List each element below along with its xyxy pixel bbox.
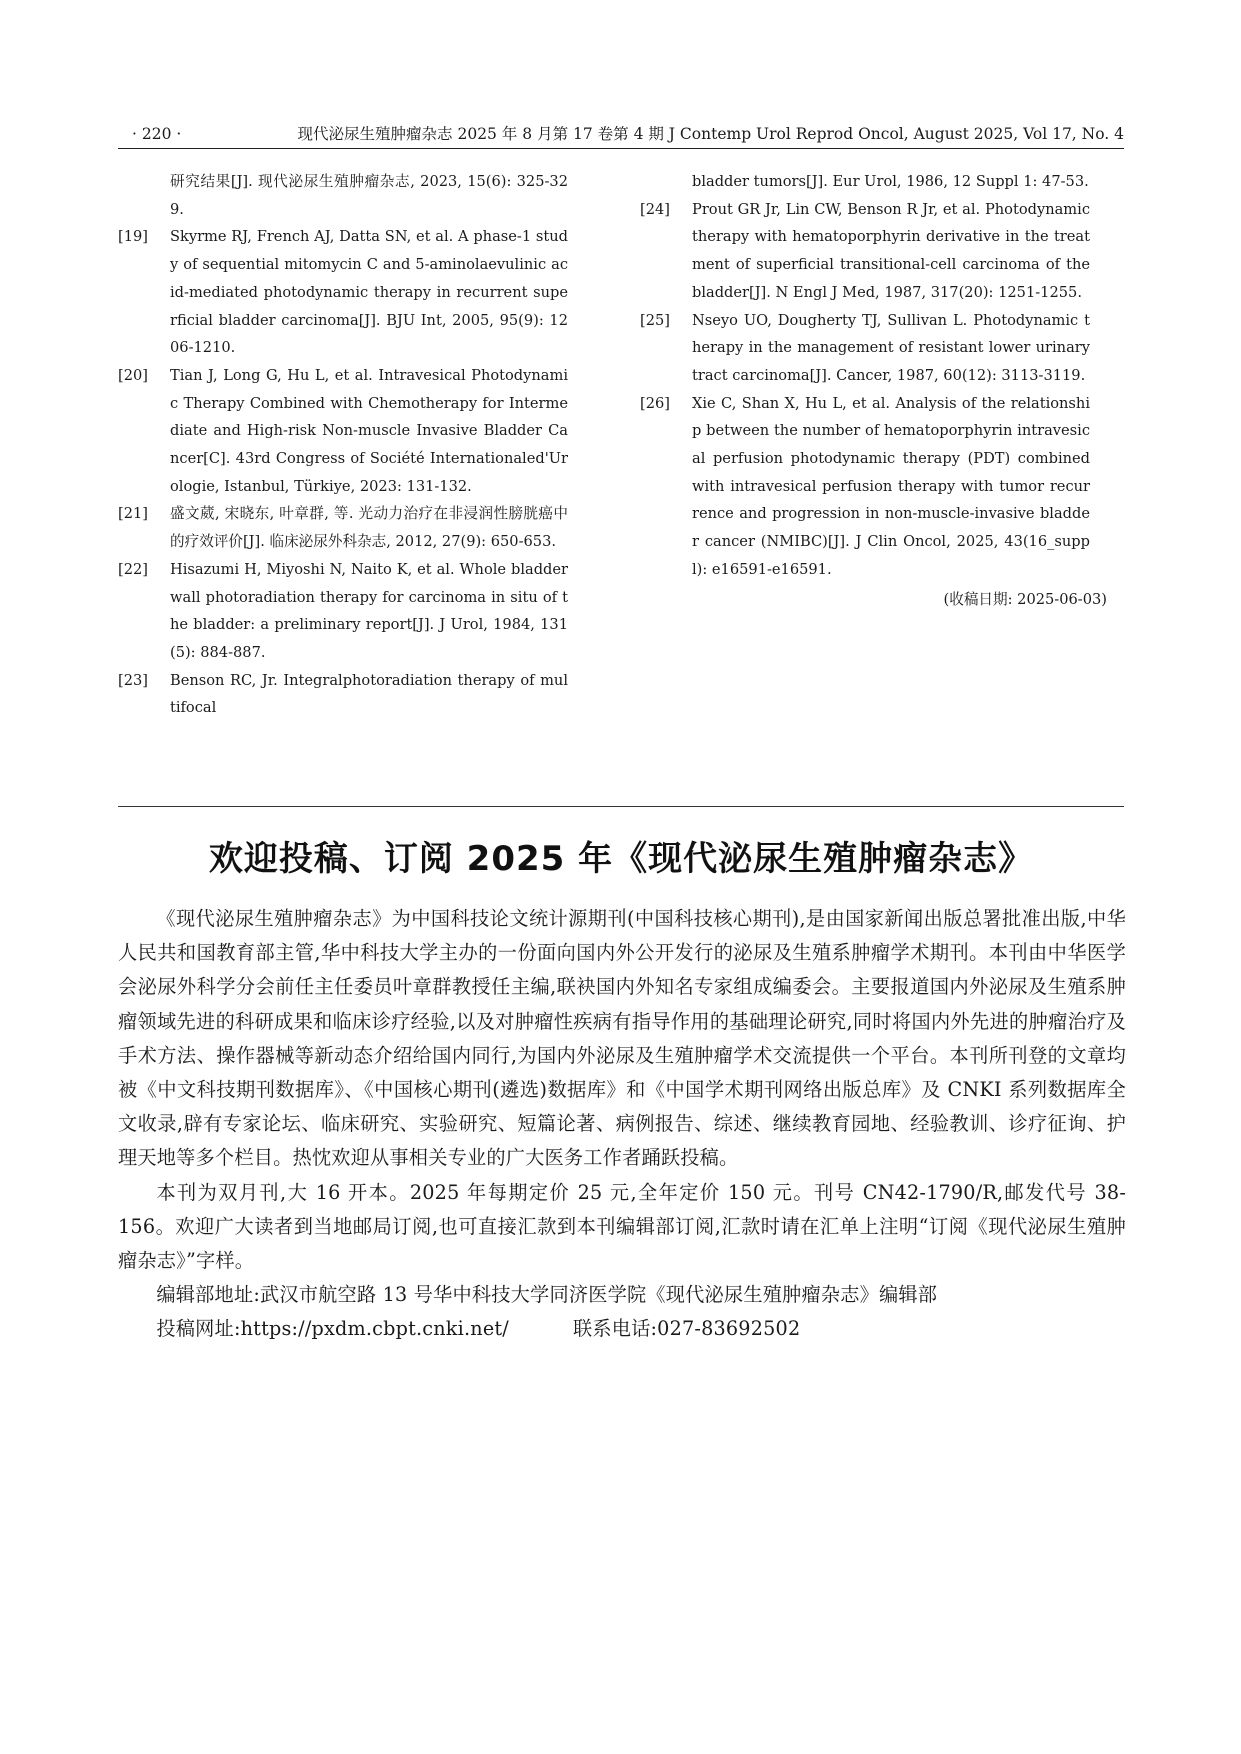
reference-number: [22] [118, 560, 148, 578]
header-rule [118, 148, 1124, 149]
journal-citation-line: 现代泌尿生殖肿瘤杂志 2025 年 8 月第 17 卷第 4 期 J Contemp Urol Reprod Oncol, August 2025, Vol 17, No. 4 [297, 125, 1124, 143]
reference-item [118, 362, 568, 501]
reference-number: [21] [118, 505, 148, 523]
reference-item [118, 500, 568, 555]
running-head [118, 122, 1124, 146]
reference-item [640, 307, 1090, 390]
notice-body [118, 902, 1126, 1347]
page-number: · 220 · [132, 125, 182, 143]
reference-item [640, 168, 1090, 196]
notice-paragraph-intro: 《现代泌尿生殖肿瘤杂志》为中国科技论文统计源期刊(中国科技核心期刊),是由国家新闻出版总署批准出版,中华人民共和国教育部主管,华中科技大学主办的一份面向国内外公开发行的泌尿及生殖系肿瘤学术期刊。本刊由中华医学会泌尿外科学分会前任主任委员叶章群教授任主编,联袂国内外知名专家组成编委会。主要报道国内外泌尿及生殖系肿瘤领域先进的科研成果和临床诊疗经验,以及对肿瘤性疾病有指导作用的基础理论研究,同时将国内外先进的肿瘤治疗及手术方法、操作器械等新动态介绍给国内同行,为国内外泌尿及生殖肿瘤学术交流提供一个平台。本刊所刊登的文章均被《中文科技期刊数据库》、《中国核心期刊(遴选)数据库》和《中国学术期刊网络出版总库》及 CNKI 系列数据库全文收录,辟有专家论坛、临床研究、实验研究、短篇论著、病例报告、综述、继续教育园地、经验教训、诊疗征询、护理天地等多个栏目。热忱欢迎从事相关专业的广大医务工作者踊跃投稿。 [118, 907, 1126, 1170]
reference-text: 盛文葳, 宋晓东, 叶章群, 等. 光动力治疗在非浸润性膀胱癌中的疗效评价[J]. 临床泌尿外科杂志, 2012, 27(9): 650-653. [170, 505, 568, 551]
reference-item [640, 390, 1090, 584]
reference-text: bladder tumors[J]. Eur Urol, 1986, 12 Suppl 1: 47-53. [692, 173, 1089, 190]
reference-text: Tian J, Long G, Hu L, et al. Intravesical Photodynamic Therapy Combined with Chemotherapy for Intermediate and High-risk Non-muscle Invasive Bladder Cancer[C]. 43rd Congress of Société Internationaled'Urologie, Istanbul, Türkiye, 2023: 131-132. [170, 366, 568, 495]
reference-column-left [118, 168, 568, 722]
notice-paragraph-subscription: 本刊为双月刊,大 16 开本。2025 年每期定价 25 元,全年定价 150 元。刊号 CN42-1790/R,邮发代号 38-156。欢迎广大读者到当地邮局订阅,也可直接汇款到本刊编辑部订阅,汇款时请在汇单上注明“订阅《现代泌尿生殖肿瘤杂志》”字样。 [118, 1180, 1126, 1273]
reference-text: Skyrme RJ, French AJ, Datta SN, et al. A phase-1 study of sequential mitomycin C and 5-aminolaevulinic acid-mediated photodynamic therapy in recurrent superficial bladder carcinoma[J]. BJU Int, 2005, 95(9): 1206-1210. [170, 228, 568, 357]
reference-number: [24] [640, 200, 670, 218]
section-divider [118, 806, 1124, 807]
contact-line [118, 1312, 1126, 1346]
received-date: (收稿日期: 2025-06-03) [943, 591, 1107, 608]
reference-text: Benson RC, Jr. Integralphotoradiation therapy of multifocal [170, 671, 568, 717]
reference-item [118, 556, 568, 667]
reference-number: [23] [118, 671, 148, 689]
reference-text: Hisazumi H, Miyoshi N, Naito K, et al. Whole bladder wall photoradiation therapy for carcinoma in situ of the bladder: a preliminary report[J]. J Urol, 1984, 131(5): 884-887. [170, 560, 568, 661]
reference-item [118, 223, 568, 362]
reference-number: [20] [118, 366, 148, 384]
reference-text: Xie C, Shan X, Hu L, et al. Analysis of the relationship between the number of hematoporphyrin intravesical perfusion photodynamic therapy (PDT) combined with intravesical perfusion therapy with tumor recurrence and progression in non-muscle-invasive bladder cancer (NMIBC)[J]. J Clin Oncol, 2025, 43(16_suppl): e16591-e16591. [692, 394, 1090, 578]
submission-website[interactable]: 投稿网址:https://pxdm.cbpt.cnki.net/ [156, 1317, 509, 1341]
reference-item [118, 667, 568, 722]
reference-text: 研究结果[J]. 现代泌尿生殖肿瘤杂志, 2023, 15(6): 325-329. [170, 173, 568, 218]
contact-phone: 联系电话:027-83692502 [572, 1317, 801, 1341]
reference-number: [25] [640, 311, 670, 329]
reference-item [640, 196, 1090, 307]
editorial-address: 编辑部地址:武汉市航空路 13 号华中科技大学同济医学院《现代泌尿生殖肿瘤杂志》编辑部 [156, 1283, 938, 1307]
reference-text: Prout GR Jr, Lin CW, Benson R Jr, et al. Photodynamic therapy with hematoporphyrin derivative in the treatment of superficial transitional-cell carcinoma of the bladder[J]. N Engl J Med, 1987, 317(20): 1251-1255. [692, 200, 1090, 301]
reference-column-right [640, 168, 1090, 584]
reference-item [118, 168, 568, 223]
reference-number: [19] [118, 228, 148, 246]
reference-text: Nseyo UO, Dougherty TJ, Sullivan L. Photodynamic therapy in the management of resistant lower urinary tract carcinoma[J]. Cancer, 1987, 60(12): 3113-3119. [692, 311, 1090, 384]
reference-number: [26] [640, 394, 670, 412]
notice-title: 欢迎投稿、订阅 2025 年《现代泌尿生殖肿瘤杂志》 [208, 839, 1034, 879]
